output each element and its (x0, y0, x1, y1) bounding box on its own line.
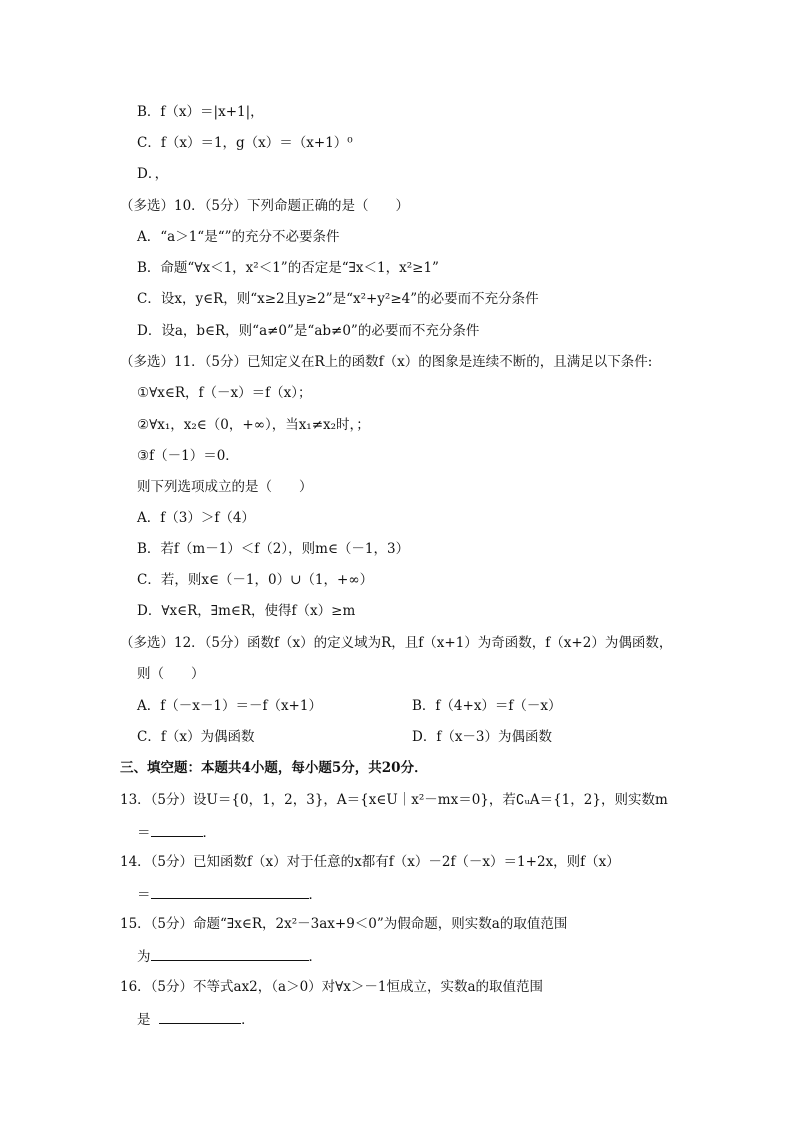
q11-option-c: C．若，则x∈（－1，0）∪（1，+∞） (137, 572, 374, 588)
q11-option-d: D．∀x∈R，∃m∈R，使得f（x）≥m (137, 603, 356, 619)
q14-answer-suffix: ． (308, 887, 322, 903)
q14-answer-blank[interactable] (151, 884, 309, 899)
section-heading: 三、填空题：本题共4小题，每小题5分，共20分． (120, 760, 428, 776)
q9-option-d: D．， (137, 166, 169, 182)
q10-option-a: A．“a＞1“是“”的充分不必要条件 (137, 229, 340, 245)
q10-stem: （多选）10．（5分）下列命题正确的是（ ） (120, 198, 410, 214)
q11-condition-2: ②∀x₁，x₂∈（0，+∞），当x₁≠x₂时，； (137, 417, 370, 433)
q11-prompt: 则下列选项成立的是（ ） (137, 479, 313, 495)
q12-stem-cont: 则（ ） (137, 666, 205, 682)
q15-answer-prefix: 为 (137, 949, 151, 965)
q12-option-c: C．f（x）为偶函数 (137, 729, 255, 745)
q12-option-a: A．f（－x－1）＝－f（x+1） (137, 698, 322, 714)
q11-option-b: B．若f（m－1）＜f（2），则m∈（－1，3） (137, 541, 410, 557)
q13-stem: 13．（5分）设U＝{0，1，2，3}，A＝{x∈U｜x²－mx＝0}，若∁ᵤA＝{1，2}，则实数m (120, 792, 668, 808)
q13-answer-blank[interactable] (151, 822, 203, 837)
q13-answer-suffix: ． (202, 825, 216, 841)
q10-option-d: D．设a，b∈R，则“a≠0”是“ab≠0”的必要而不充分条件 (137, 323, 480, 339)
q16-answer-blank[interactable] (159, 1009, 241, 1024)
q11-option-a: A．f（3）＞f（4） (137, 510, 255, 526)
q10-option-c: C．设x，y∈R，则“x≥2且y≥2”是“x²+y²≥4”的必要而不充分条件 (137, 291, 539, 307)
q13-answer-line (137, 822, 216, 842)
q9-option-b: B．f（x）＝|x+1|， (137, 104, 264, 120)
q9-option-c: C．f（x）＝1，g（x）＝（x+1）⁰ (137, 135, 353, 151)
q15-stem: 15．（5分）命题“∃x∈R，2x²－3ax+9＜0”为假命题，则实数a的取值范围 (120, 916, 568, 932)
q15-answer-suffix: ． (308, 949, 322, 965)
q15-answer-line (137, 946, 322, 966)
q12-option-b: B．f（4+x）＝f（－x） (412, 698, 562, 714)
q16-answer-suffix: ． (241, 1012, 255, 1028)
q16-stem: 16．（5分）不等式ax2，（a＞0）对∀x＞－1恒成立，实数a的取值范围 (120, 979, 544, 995)
q14-answer-prefix: ＝ (137, 887, 151, 903)
q14-answer-line (137, 884, 322, 904)
q12-option-d: D．f（x－3）为偶函数 (412, 729, 553, 745)
q16-answer-prefix: 是 (137, 1012, 151, 1028)
q10-option-b: B．命题“∀x＜1，x²＜1”的否定是“∃x＜1，x²≥1” (137, 260, 439, 276)
q16-answer-line (137, 1009, 255, 1029)
q15-answer-blank[interactable] (151, 946, 309, 961)
q11-condition-3: ③f（－1）＝0． (137, 448, 239, 464)
q14-stem: 14．（5分）已知函数f（x）对于任意的x都有f（x）－2f（－x）＝1+2x，则f（x） (120, 854, 620, 870)
q13-answer-prefix: ＝ (137, 825, 151, 841)
q11-condition-1: ①∀x∈R，f（－x）＝f（x）； (137, 385, 312, 401)
q11-stem: （多选）11．（5分）已知定义在R上的函数f（x）的图象是连续不断的，且满足以下条件: (120, 354, 653, 370)
q12-stem: （多选）12．（5分）函数f（x）的定义域为R，且f（x+1）为奇函数，f（x+2）为偶函数， (120, 635, 673, 651)
